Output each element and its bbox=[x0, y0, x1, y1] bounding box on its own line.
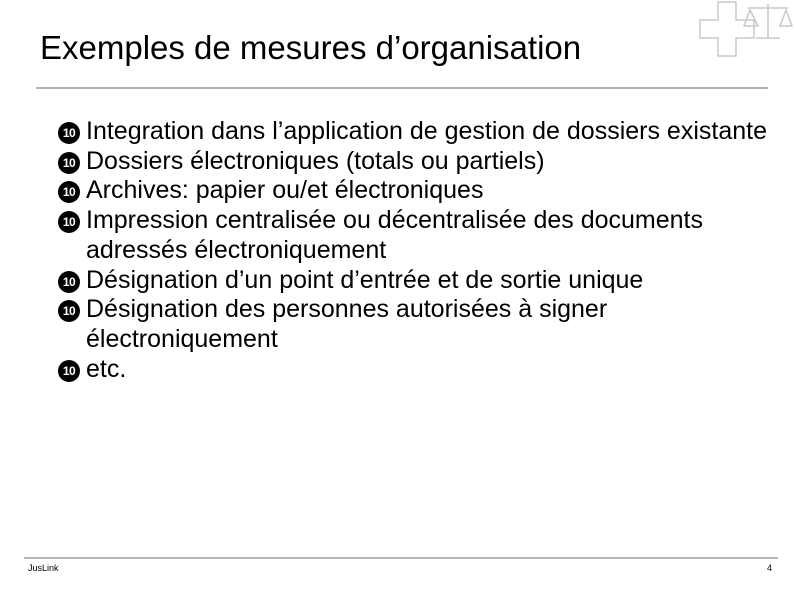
bullet-text: Impression centralisée ou décentralisée des documents adressés électroniquement bbox=[86, 206, 704, 264]
circled-ten-icon: 10 bbox=[58, 300, 80, 322]
circled-ten-icon: 10 bbox=[58, 122, 80, 144]
page-number: 4 bbox=[766, 563, 772, 573]
bullet-text: Integration dans l’application de gestion de dossiers existante bbox=[86, 117, 767, 145]
list-item bbox=[58, 206, 768, 265]
circled-ten-icon: 10 bbox=[58, 152, 80, 174]
circled-ten-icon: 10 bbox=[58, 211, 80, 233]
list-item bbox=[58, 266, 768, 296]
swiss-cross-scales-icon bbox=[692, 0, 794, 78]
list-item bbox=[58, 117, 768, 147]
bullet-text: Dossiers électroniques (totals ou partiels) bbox=[86, 146, 545, 175]
list-item bbox=[58, 355, 768, 385]
footer-brand: JusLink bbox=[28, 563, 59, 573]
list-item bbox=[58, 295, 768, 354]
bullet-text: Désignation des personnes autorisées à signer électroniquement bbox=[86, 295, 608, 353]
bullet-text: Désignation d’un point d’entrée et de sortie unique bbox=[86, 265, 644, 294]
title-divider bbox=[36, 87, 768, 89]
slide-title: Exemples de mesures d’organisation bbox=[40, 29, 582, 66]
bullet-text: etc. bbox=[86, 354, 127, 383]
footer-divider bbox=[24, 557, 778, 559]
bullet-list bbox=[58, 117, 768, 384]
circled-ten-icon: 10 bbox=[58, 271, 80, 293]
list-item bbox=[58, 176, 768, 206]
list-item bbox=[58, 147, 768, 177]
circled-ten-icon: 10 bbox=[58, 181, 80, 203]
bullet-text: Archives: papier ou/et électroniques bbox=[86, 176, 484, 205]
circled-ten-icon: 10 bbox=[58, 360, 80, 382]
